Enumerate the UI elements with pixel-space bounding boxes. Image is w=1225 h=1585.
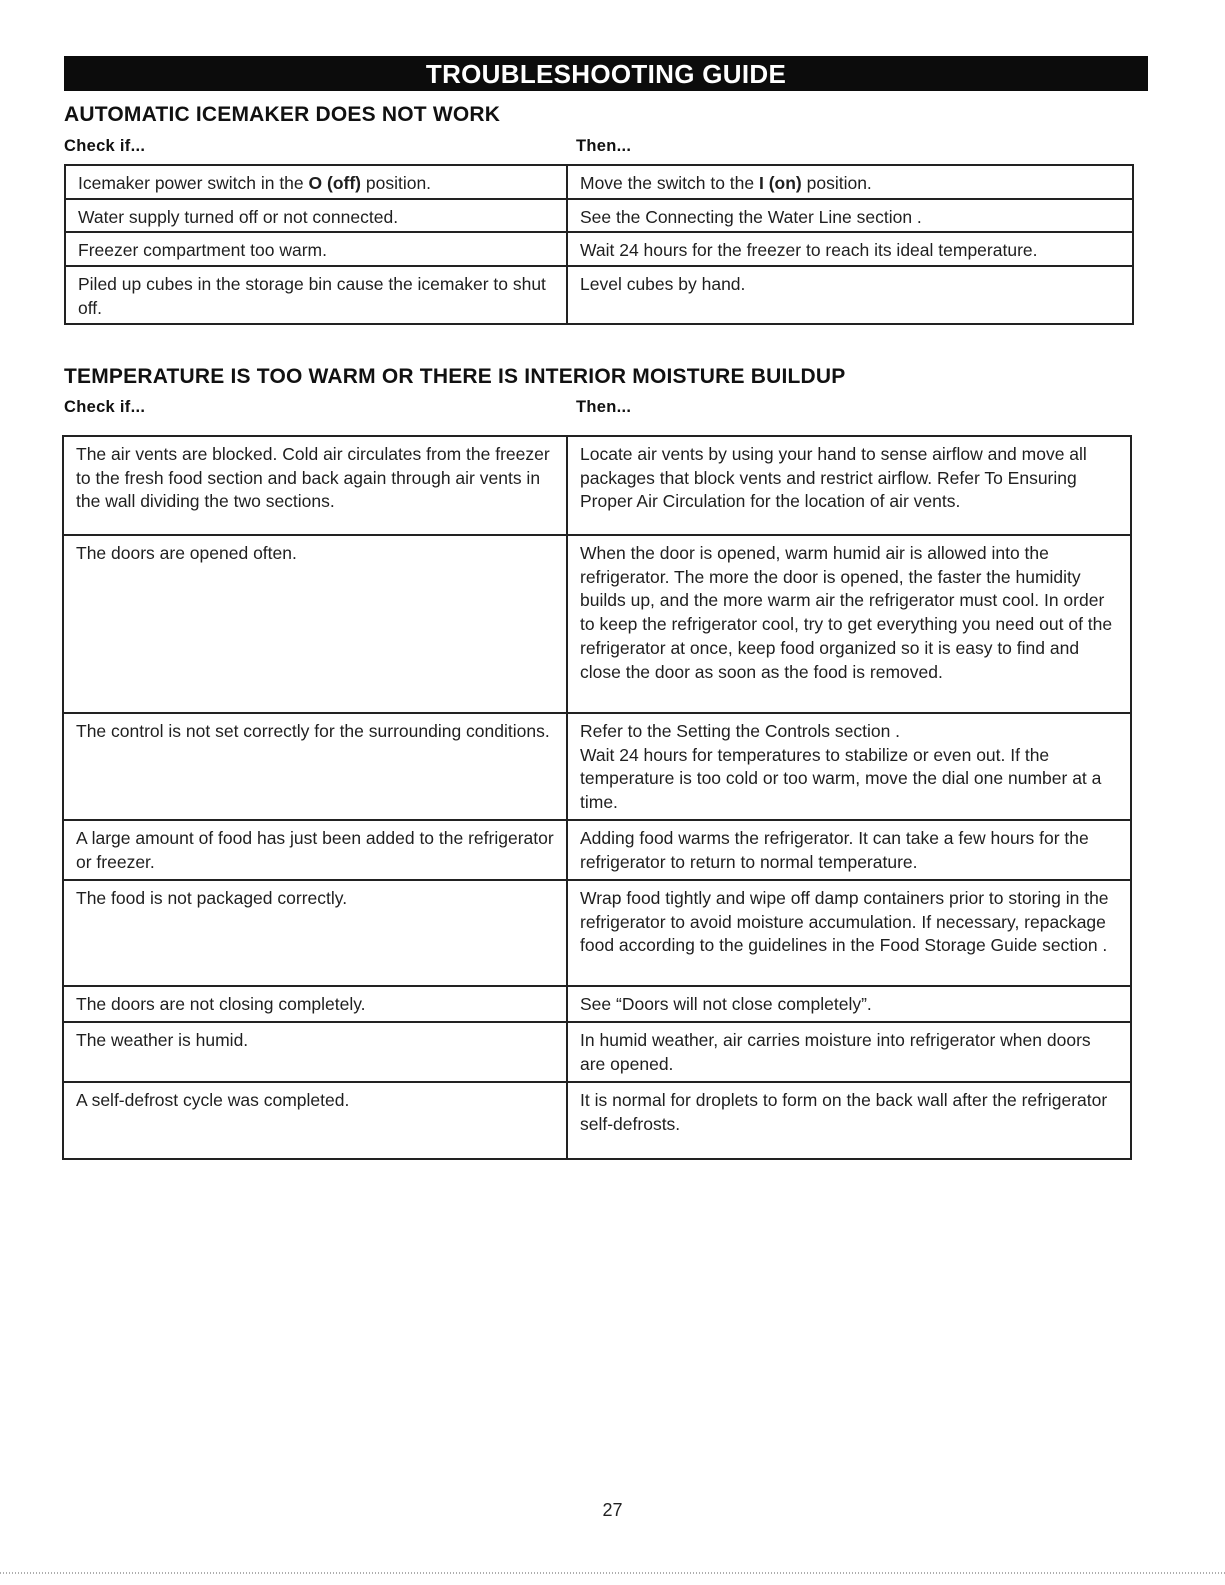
check-cell: The weather is humid.: [63, 1022, 567, 1082]
table-row: [63, 436, 1131, 535]
check-if-header: Check if...: [64, 137, 146, 155]
then-header: Then...: [576, 137, 632, 155]
check-cell: The doors are not closing completely.: [63, 986, 567, 1022]
check-cell: A self-defrost cycle was completed.: [63, 1082, 567, 1159]
footer-divider: [0, 1572, 1225, 1574]
page-title: TROUBLESHOOTING GUIDE: [64, 56, 1148, 91]
then-header: Then...: [576, 398, 632, 416]
check-cell: A large amount of food has just been added to the refrigerator or freezer.: [63, 820, 567, 880]
temperature-table: [62, 435, 1132, 1160]
check-cell: Icemaker power switch in the O (off) position.: [65, 165, 567, 199]
then-cell: When the door is opened, warm humid air is allowed into the refrigerator. The more the door is opened, the faster the humidity builds up, and the more warm air the refrigerator must cool. In order to keep the refrigerator cool, try to get everything you need out of the refrigerator at once, keep food organized so it is easy to find and close the door as soon as the food is removed.: [567, 535, 1131, 713]
check-cell: The food is not packaged correctly.: [63, 880, 567, 986]
section-title-icemaker: AUTOMATIC ICEMAKER DOES NOT WORK: [64, 103, 501, 126]
then-cell: It is normal for droplets to form on the back wall after the refrigerator self-defrosts.: [567, 1082, 1131, 1159]
table-row: [65, 199, 1133, 233]
table-row: [65, 266, 1133, 323]
table-row: [63, 535, 1131, 713]
then-cell: In humid weather, air carries moisture into refrigerator when doors are opened.: [567, 1022, 1131, 1082]
table-row: [63, 880, 1131, 986]
then-cell: Level cubes by hand.: [567, 266, 1133, 323]
then-cell: Wrap food tightly and wipe off damp containers prior to storing in the refrigerator to avoid moisture accumulation. If necessary, repackage food according to the guidelines in the Food Storage Guide section .: [567, 880, 1131, 986]
check-cell: Water supply turned off or not connected.: [65, 199, 567, 233]
then-cell: See the Connecting the Water Line section .: [567, 199, 1133, 233]
then-cell: Wait 24 hours for the freezer to reach its ideal temperature.: [567, 232, 1133, 266]
then-cell: Move the switch to the I (on) position.: [567, 165, 1133, 199]
table-row: [65, 232, 1133, 266]
icemaker-table: [64, 164, 1134, 325]
check-cell: The air vents are blocked. Cold air circulates from the freezer to the fresh food section and back again through air vents in the wall dividing the two sections.: [63, 436, 567, 535]
check-cell: Piled up cubes in the storage bin cause the icemaker to shut off.: [65, 266, 567, 323]
then-cell: Locate air vents by using your hand to sense airflow and move all packages that block vents and restrict airflow. Refer To Ensuring Proper Air Circulation for the location of air vents.: [567, 436, 1131, 535]
then-cell: Refer to the Setting the Controls section . Wait 24 hours for temperatures to stabilize or even out. If the temperature is too cold or too warm, move the dial one number at a time.: [567, 713, 1131, 820]
check-if-header: Check if...: [64, 398, 146, 416]
then-cell: Adding food warms the refrigerator. It can take a few hours for the refrigerator to return to normal temperature.: [567, 820, 1131, 880]
table-row: [63, 986, 1131, 1022]
section-title-temperature: TEMPERATURE IS TOO WARM OR THERE IS INTERIOR MOISTURE BUILDUP: [64, 365, 846, 388]
check-cell: Freezer compartment too warm.: [65, 232, 567, 266]
then-cell: See “Doors will not close completely”.: [567, 986, 1131, 1022]
table-row: [63, 820, 1131, 880]
check-cell: The doors are opened often.: [63, 535, 567, 713]
table-row: [63, 713, 1131, 820]
check-cell: The control is not set correctly for the surrounding conditions.: [63, 713, 567, 820]
table-row: [63, 1022, 1131, 1082]
table-row: [63, 1082, 1131, 1159]
page-number: 27: [602, 1500, 623, 1520]
table-row: [65, 165, 1133, 199]
